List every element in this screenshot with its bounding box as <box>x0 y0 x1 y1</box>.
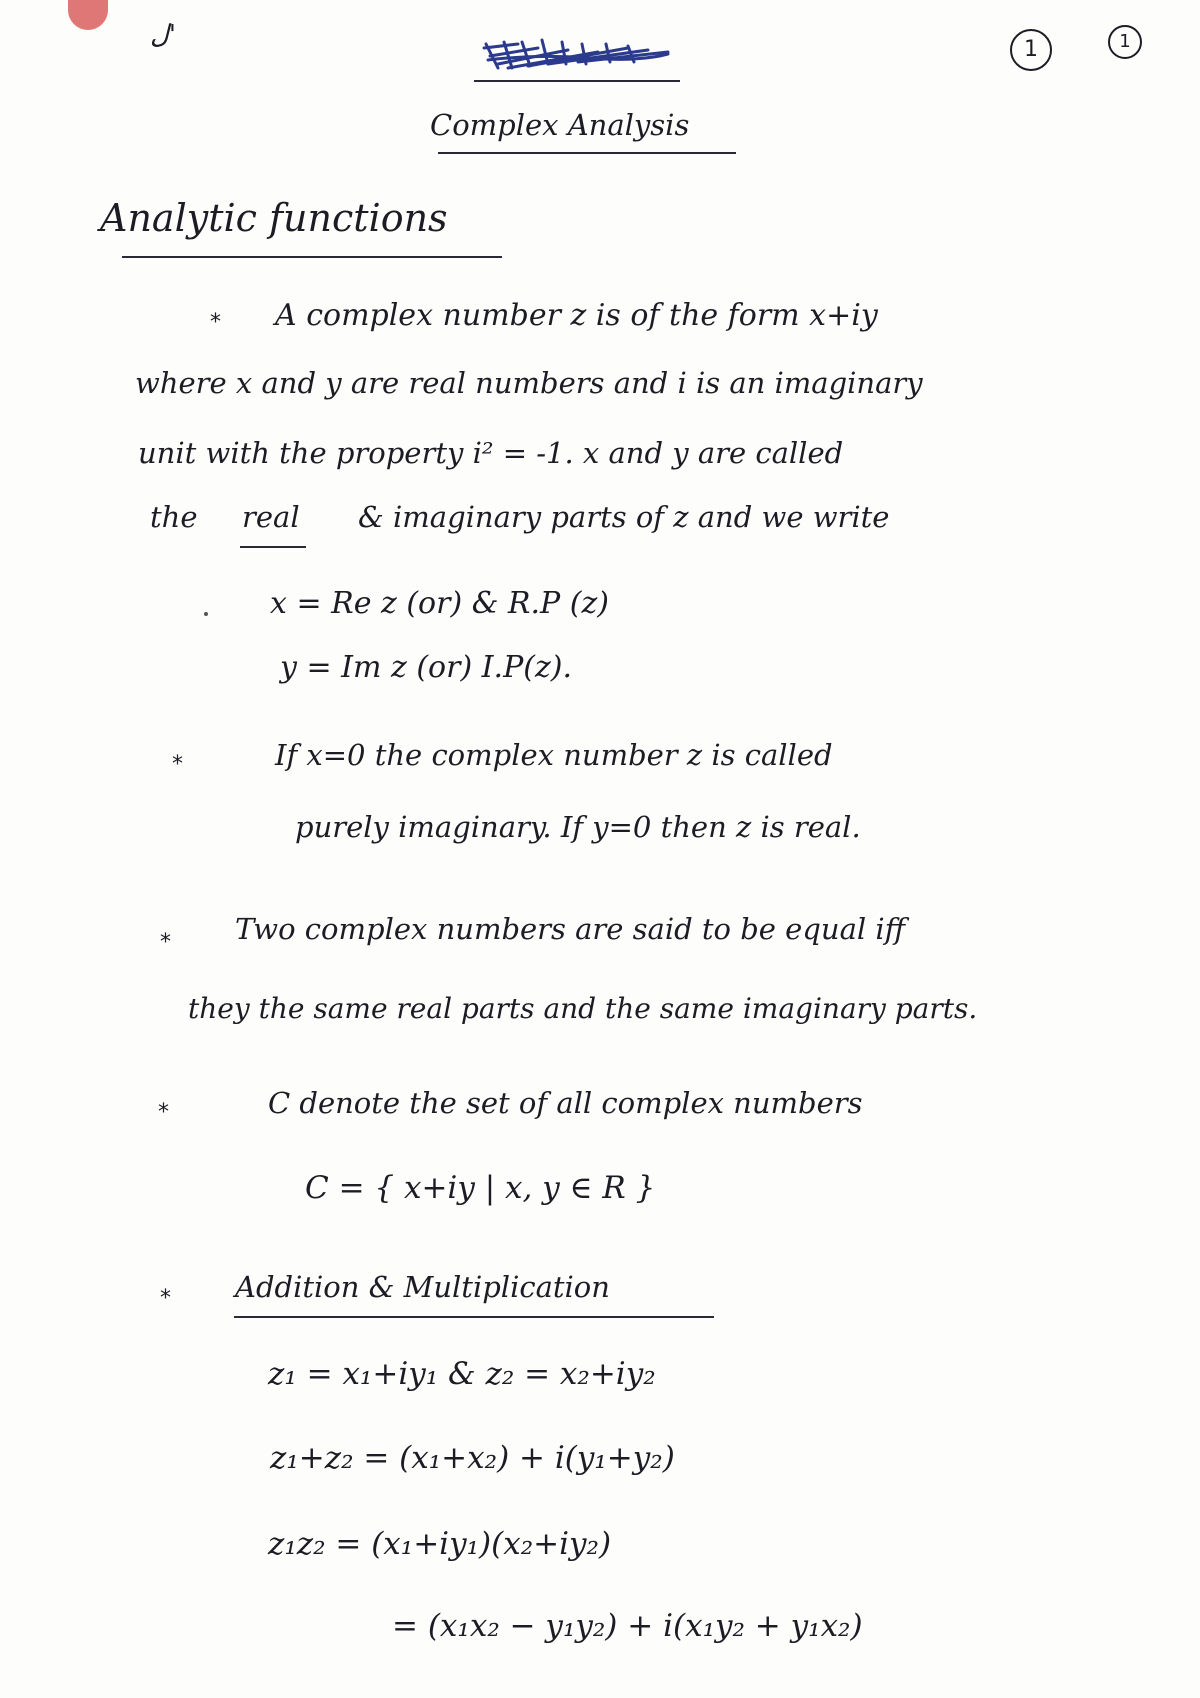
scribble-underline <box>474 80 680 82</box>
bullet-2: * <box>172 752 183 777</box>
subheading-underline <box>234 1316 714 1318</box>
equation-product-expanded: = (x₁x₂ − y₁y₂) + i(x₁y₂ + y₁x₂) <box>392 1608 863 1644</box>
equation-sum: z₁+z₂ = (x₁+x₂) + i(y₁+y₂) <box>270 1440 675 1476</box>
addition-multiplication-heading: Addition & Multiplication <box>235 1270 610 1304</box>
set-equation: C = { x+iy | x, y ∈ R } <box>305 1170 656 1206</box>
bullet-4: * <box>158 1100 169 1125</box>
purely-imaginary-line-1: If x=0 the complex number z is called <box>275 738 833 772</box>
equation-real-part: x = Re z (or) & R.P (z) <box>270 586 609 621</box>
bullet-3: * <box>160 930 171 955</box>
crossed-out-scribble <box>478 34 676 76</box>
equation-imaginary-part: y = Im z (or) I.P(z). <box>280 650 573 685</box>
section-heading: Analytic functions <box>100 196 448 240</box>
title-underline <box>438 152 736 154</box>
section-heading-underline <box>122 256 502 258</box>
real-underline <box>240 546 306 548</box>
bullet-1: * <box>210 310 221 335</box>
equation-product: z₁z₂ = (x₁+iy₁)(x₂+iy₂) <box>268 1526 612 1562</box>
equation-z1-z2: z₁ = x₁+iy₁ & z₂ = x₂+iy₂ <box>268 1356 656 1392</box>
definition-line-1: A complex number z is of the form x+iy <box>275 298 878 333</box>
definition-line-4-end: & imaginary parts of z and we write <box>358 500 890 534</box>
margin-dot <box>204 612 208 616</box>
red-corner-mark <box>68 0 108 30</box>
definition-line-3: unit with the property i² = -1. x and y are called <box>138 436 844 470</box>
page-number-circle-1: 1 <box>1010 29 1052 71</box>
definition-line-4-real: real <box>242 500 300 534</box>
purely-imaginary-line-2: purely imaginary. If y=0 then z is real. <box>295 810 861 844</box>
corner-scribble-text: ل' <box>150 20 177 50</box>
definition-line-4-start: the <box>150 500 198 534</box>
definition-line-2: where x and y are real numbers and i is an imaginary <box>135 366 923 400</box>
equality-line-2: they the same real parts and the same imaginary parts. <box>188 992 978 1025</box>
equality-line-1: Two complex numbers are said to be equal iff <box>235 912 906 946</box>
page-title: Complex Analysis <box>430 108 690 142</box>
bullet-5: * <box>160 1286 171 1311</box>
set-definition-line: C denote the set of all complex numbers <box>268 1086 863 1120</box>
page-number-circle-2: 1 <box>1108 25 1142 59</box>
